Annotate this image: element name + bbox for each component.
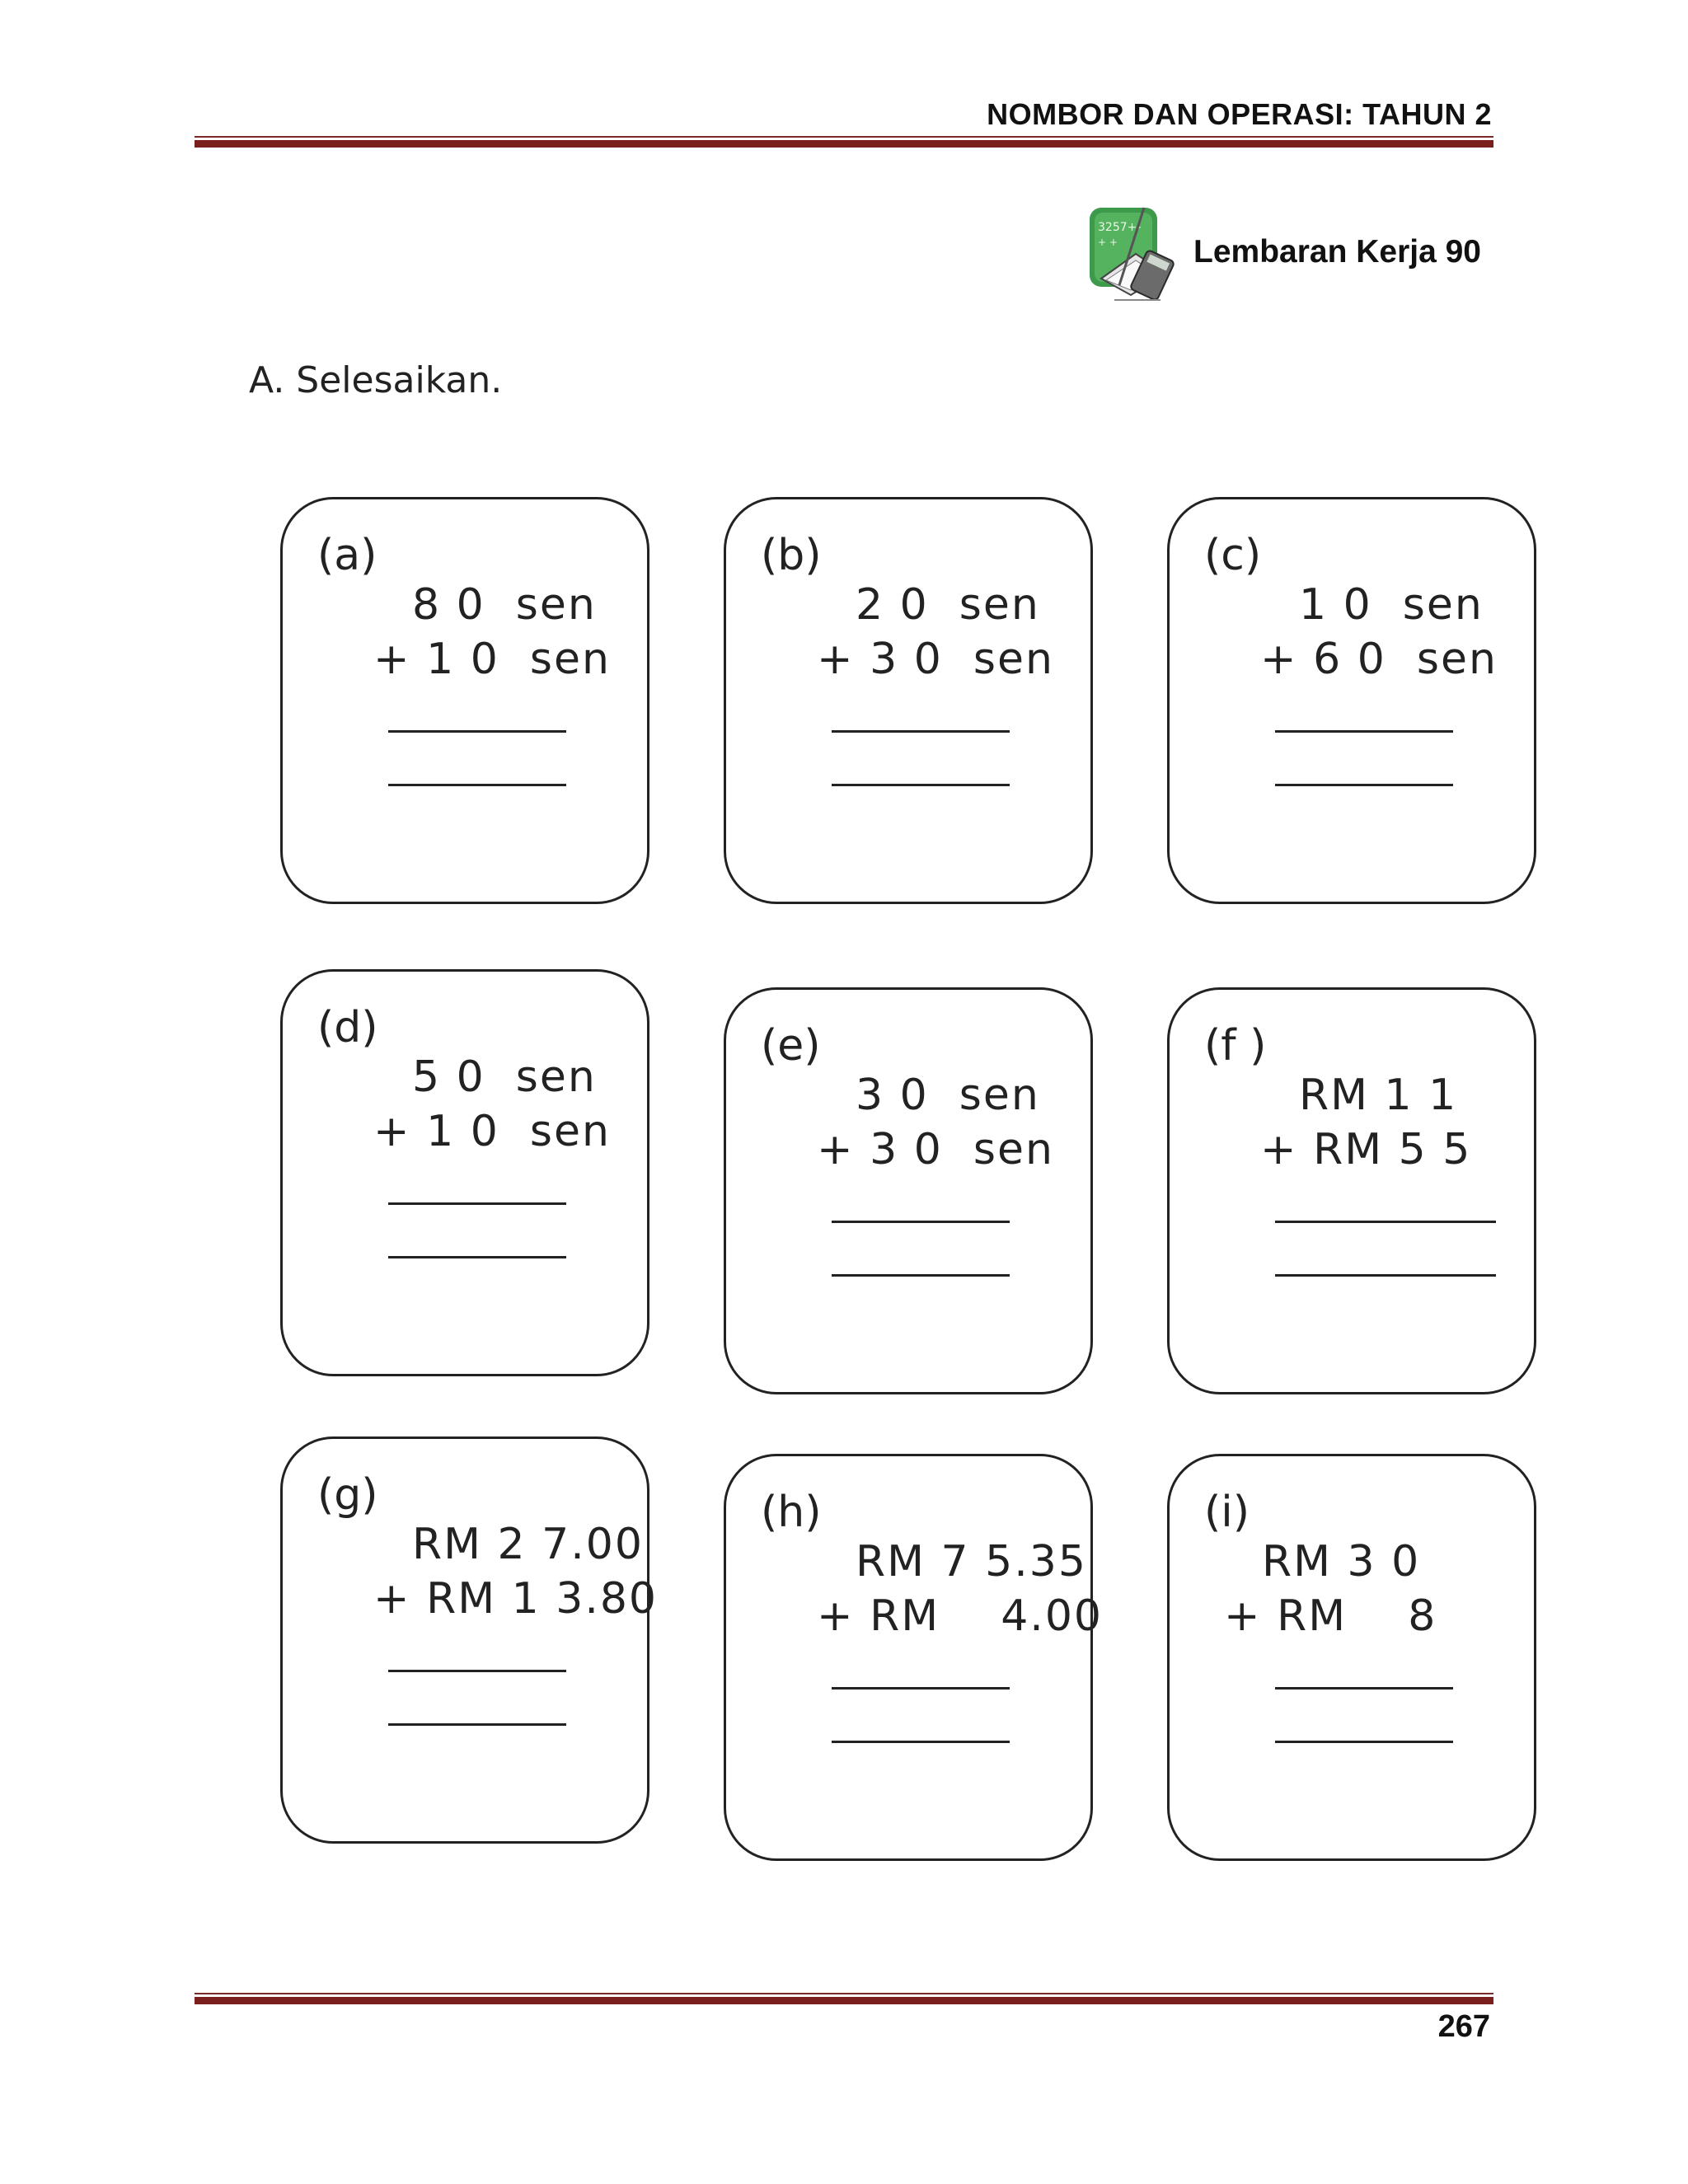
- header-rule: [195, 136, 1493, 148]
- problem-card-g: [280, 1436, 659, 1844]
- problem-operand-2: + 1 0 sen: [373, 635, 611, 684]
- problem-label: (i): [1204, 1488, 1250, 1537]
- answer-line: [832, 1274, 1010, 1277]
- problem-operand-1: 2 0 sen: [856, 580, 1040, 630]
- answer-line: [832, 1741, 1010, 1743]
- problem-operand-2: + RM 1 3.80: [373, 1574, 659, 1624]
- answer-line: [388, 1202, 566, 1205]
- problem-label: (a): [317, 531, 377, 580]
- problem-card-i: [1167, 1454, 1536, 1861]
- answer-line: [832, 1221, 1010, 1223]
- answer-line: [1275, 784, 1453, 786]
- page-number: 267: [1437, 2009, 1490, 2044]
- problem-label: (c): [1204, 531, 1262, 580]
- answer-line: [1275, 730, 1453, 733]
- answer-line: [1275, 1274, 1496, 1277]
- problem-card-c: [1167, 497, 1536, 904]
- worksheet-label: Lembaran Kerja 90: [1193, 234, 1482, 269]
- footer-rule: [195, 1993, 1493, 2004]
- problem-operand-1: RM 2 7.00: [412, 1520, 644, 1569]
- problem-card-f: [1167, 987, 1536, 1394]
- problem-label: (b): [761, 531, 822, 580]
- problem-label: (h): [761, 1488, 822, 1537]
- problem-card-b: [724, 497, 1093, 904]
- problem-operand-1: RM 1 1: [1299, 1071, 1458, 1120]
- problem-card-d: [280, 969, 649, 1376]
- problem-operand-1: 8 0 sen: [412, 580, 597, 630]
- problem-operand-2: + 3 0 sen: [817, 635, 1054, 684]
- answer-line: [832, 784, 1010, 786]
- answer-line: [832, 730, 1010, 733]
- problem-operand-2: + 1 0 sen: [373, 1107, 611, 1156]
- problem-operand-1: 3 0 sen: [856, 1071, 1040, 1120]
- problem-operand-2: + RM 8: [1224, 1591, 1437, 1641]
- answer-line: [1275, 1741, 1453, 1743]
- problem-label: (d): [317, 1003, 378, 1052]
- answer-line: [388, 1670, 566, 1672]
- answer-line: [1275, 1687, 1453, 1690]
- header-title: NOMBOR DAN OPERASI: TAHUN 2: [987, 97, 1492, 131]
- problem-operand-1: 1 0 sen: [1299, 580, 1484, 630]
- problem-label: (e): [761, 1021, 821, 1071]
- problem-operand-2: + 6 0 sen: [1260, 635, 1498, 684]
- problem-label: (f ): [1204, 1021, 1267, 1071]
- worksheet-calculator-icon: [1086, 203, 1179, 305]
- answer-line: [388, 1723, 566, 1726]
- problem-card-h: [724, 1454, 1103, 1861]
- instruction-text: A. Selesaikan.: [249, 359, 503, 401]
- svg-text:+ +: + +: [1098, 237, 1118, 248]
- problem-card-e: [724, 987, 1093, 1394]
- problem-operand-2: + 3 0 sen: [817, 1125, 1054, 1174]
- problem-operand-1: RM 7 5.35: [856, 1537, 1087, 1586]
- problem-card-a: [280, 497, 649, 904]
- problem-operand-2: + RM 5 5: [1260, 1125, 1472, 1174]
- answer-line: [832, 1687, 1010, 1690]
- answer-line: [388, 1256, 566, 1258]
- answer-line: [388, 730, 566, 733]
- answer-line: [1275, 1221, 1496, 1223]
- answer-line: [388, 784, 566, 786]
- problem-operand-1: RM 3 0: [1262, 1537, 1421, 1586]
- problem-operand-2: + RM 4.00: [817, 1591, 1103, 1641]
- problem-operand-1: 5 0 sen: [412, 1052, 597, 1102]
- worksheet-badge-text: 3257+-: [1098, 221, 1142, 234]
- problem-label: (g): [317, 1470, 378, 1520]
